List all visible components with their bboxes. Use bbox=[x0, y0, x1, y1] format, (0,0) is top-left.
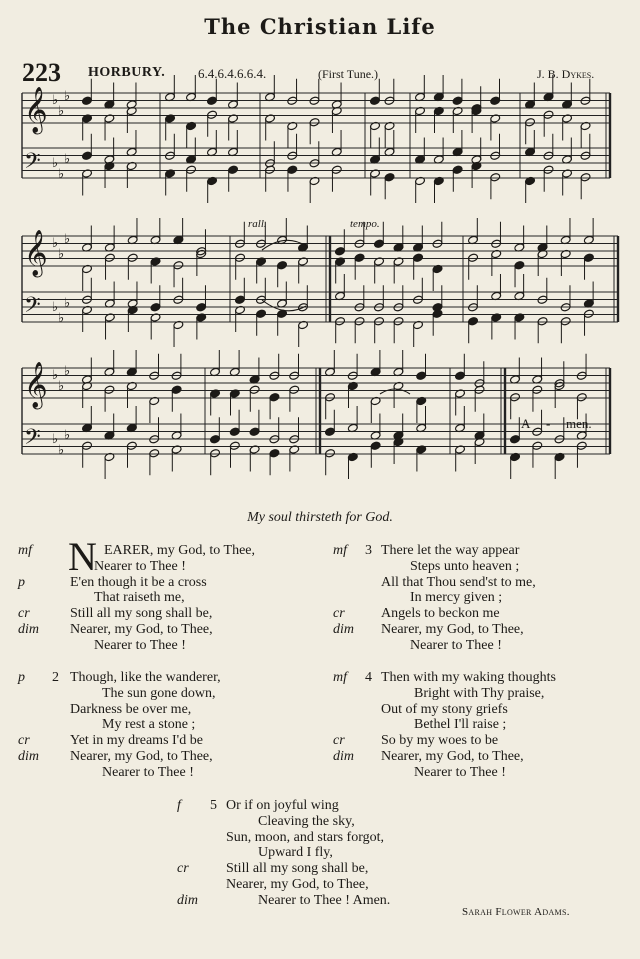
dynamic-marking: mf bbox=[18, 543, 32, 558]
amen-syllable-3: men. bbox=[566, 416, 592, 431]
verse-line: So by my woes to be bbox=[381, 733, 499, 749]
dynamic-marking: mf bbox=[333, 670, 347, 685]
flat-sign: ♭ bbox=[52, 368, 59, 383]
flat-sign: ♭ bbox=[52, 300, 59, 315]
flat-sign: ♭ bbox=[58, 247, 65, 262]
dynamic-marking: p bbox=[18, 574, 25, 590]
verse-line: Nearer to Thee ! bbox=[414, 764, 506, 780]
dynamic-marking: dim bbox=[177, 892, 198, 908]
dynamic-marking: f bbox=[177, 798, 181, 813]
verse-line: Steps unto heaven ; bbox=[410, 558, 520, 574]
flat-sign: ♭ bbox=[58, 104, 65, 119]
flat-sign: ♭ bbox=[64, 152, 71, 167]
tempo-marking: tempo. bbox=[350, 218, 380, 230]
verse-line: My rest a stone ; bbox=[102, 717, 196, 733]
composer: J. B. Dykes. bbox=[537, 67, 595, 81]
verse-line: Darkness be over me, bbox=[70, 701, 192, 717]
dynamic-marking: cr bbox=[18, 606, 30, 622]
dynamic-marking: dim bbox=[333, 622, 354, 637]
flat-sign: ♭ bbox=[64, 232, 71, 247]
flat-sign: ♭ bbox=[64, 89, 71, 104]
flat-sign: ♭ bbox=[58, 379, 65, 394]
treble-clef: 𝄞 bbox=[24, 230, 48, 276]
verse-line: In mercy given ; bbox=[410, 590, 503, 606]
tune-note: (First Tune.) bbox=[318, 67, 379, 81]
verse-line: Nearer, my God, to Thee, bbox=[381, 622, 524, 637]
verse-line: Or if on joyful wing bbox=[226, 798, 339, 813]
verse-line: Nearer, my God, to Thee, bbox=[226, 877, 369, 892]
verse-line: Out of my stony griefs bbox=[381, 701, 508, 717]
flat-sign: ♭ bbox=[64, 296, 71, 311]
verse-line: Nearer to Thee ! Amen. bbox=[258, 892, 391, 908]
hymn-number: 223 bbox=[22, 58, 61, 87]
bass-clef: 𝄢 bbox=[24, 149, 41, 179]
slur bbox=[380, 389, 410, 394]
verse-line: Nearer to Thee ! bbox=[102, 764, 194, 780]
dynamic-marking: cr bbox=[333, 733, 345, 749]
dynamic-marking: dim bbox=[333, 749, 354, 764]
treble-clef: 𝄞 bbox=[24, 87, 48, 133]
verse-line: Yet in my dreams I'd be bbox=[70, 733, 203, 749]
rall-marking: rall. bbox=[248, 218, 267, 230]
flat-sign: ♭ bbox=[64, 364, 71, 379]
verse-line: Bright with Thy praise, bbox=[414, 685, 545, 701]
flat-sign: ♭ bbox=[52, 93, 59, 108]
flat-sign: ♭ bbox=[64, 428, 71, 443]
flat-sign: ♭ bbox=[52, 432, 59, 447]
treble-clef: 𝄞 bbox=[24, 362, 48, 408]
flat-sign: ♭ bbox=[58, 167, 65, 182]
flat-sign: ♭ bbox=[58, 443, 65, 458]
verse-line: Nearer, my God, to Thee, bbox=[70, 749, 213, 764]
dynamic-marking: cr bbox=[177, 861, 189, 877]
flat-sign: ♭ bbox=[52, 236, 59, 251]
tune-name: HORBURY. bbox=[88, 65, 166, 80]
verse-line: Nearer, my God, to Thee, bbox=[70, 622, 213, 637]
verse-line: Bethel I'll raise ; bbox=[414, 717, 507, 733]
dynamic-marking: dim bbox=[18, 749, 39, 764]
drop-cap: N bbox=[68, 534, 97, 579]
meter: 6.4.6.4.6.6.4. bbox=[198, 66, 267, 81]
bass-clef: 𝄢 bbox=[24, 293, 41, 323]
verse-number: 2 bbox=[52, 670, 59, 685]
verse-line: Cleaving the sky, bbox=[258, 813, 355, 829]
amen-syllable-2: - bbox=[546, 416, 551, 431]
author: Sarah Flower Adams. bbox=[462, 906, 570, 918]
verse-line: Angels to beckon me bbox=[381, 606, 500, 622]
dynamic-marking: mf bbox=[333, 543, 347, 558]
verse-line: Nearer to Thee ! bbox=[410, 637, 502, 653]
verse-line: Nearer to Thee ! bbox=[94, 637, 186, 653]
flat-sign: ♭ bbox=[52, 156, 59, 171]
verse-number: 3 bbox=[365, 543, 372, 558]
verse-line: All that Thou send'st to me, bbox=[381, 574, 536, 590]
verse-number: 5 bbox=[210, 798, 217, 813]
verse-line: The sun gone down, bbox=[102, 685, 216, 701]
amen-syllable-1: A bbox=[521, 416, 531, 431]
verse-line: There let the way appear bbox=[381, 543, 520, 558]
verse-line: Upward I fly, bbox=[258, 845, 333, 861]
verse-line: Then with my waking thoughts bbox=[381, 670, 556, 685]
verse-line: Still all my song shall be, bbox=[226, 861, 369, 877]
verse-line: Nearer to Thee ! bbox=[94, 558, 186, 574]
section-title: The Christian Life bbox=[204, 14, 436, 39]
verse-line: Though, like the wanderer, bbox=[70, 670, 221, 685]
dynamic-marking: cr bbox=[333, 606, 345, 622]
verse-line: EARER, my God, to Thee, bbox=[104, 543, 256, 558]
verse-line: E'en though it be a cross bbox=[70, 574, 207, 590]
verse-line: Sun, moon, and stars forgot, bbox=[226, 829, 385, 845]
dynamic-marking: p bbox=[18, 670, 25, 685]
dynamic-marking: cr bbox=[18, 733, 30, 749]
verse-line: That raiseth me, bbox=[94, 590, 185, 606]
scripture-reference: My soul thirsteth for God. bbox=[247, 510, 393, 525]
bass-clef: 𝄢 bbox=[24, 425, 41, 455]
verse-number: 4 bbox=[365, 670, 372, 685]
verse-line: Nearer, my God, to Thee, bbox=[381, 749, 524, 764]
flat-sign: ♭ bbox=[58, 311, 65, 326]
dynamic-marking: dim bbox=[18, 622, 39, 637]
verse-line: Still all my song shall be, bbox=[70, 606, 213, 622]
